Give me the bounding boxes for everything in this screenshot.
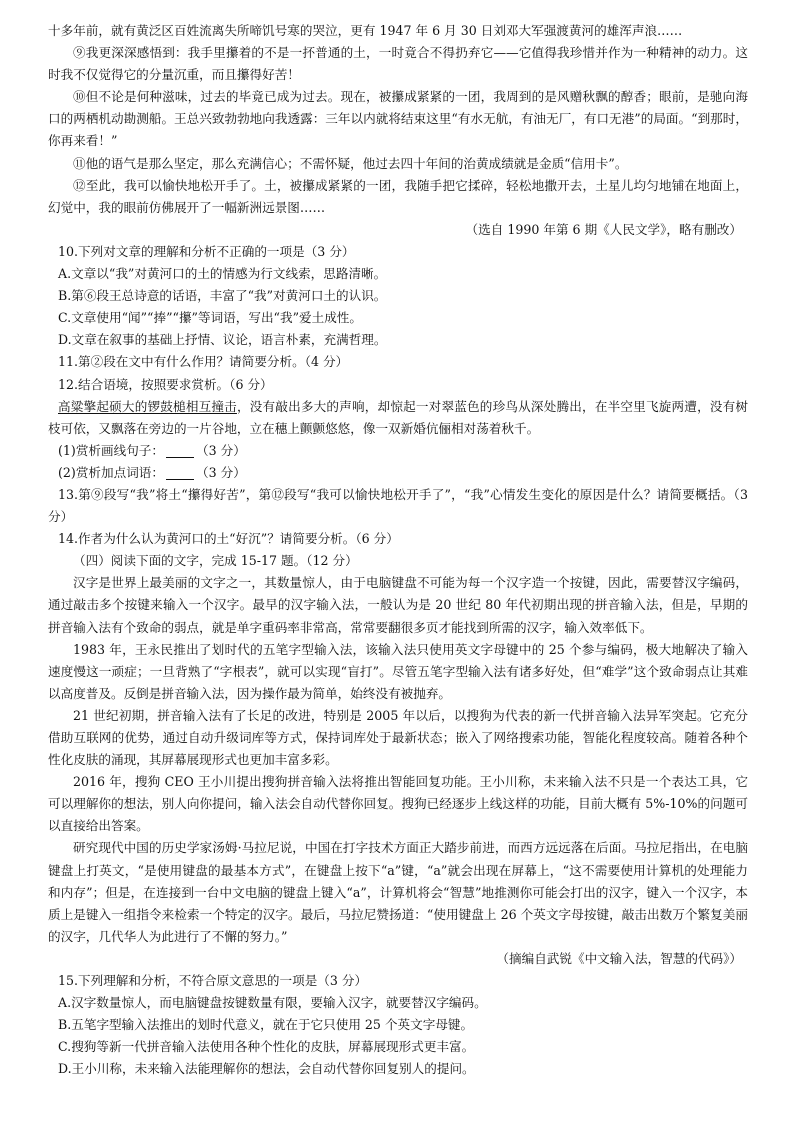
passage-paragraph-12: ⑫至此，我可以愉快地松开手了。土，被攥成紧紧的一团，我随手把它揉碎，轻松地撒开去，土星儿均匀地铺在地面上，幻觉中，我的眼前仿佛展开了一幅新洲远景图…… [48, 177, 748, 215]
question-10-option-a: A.文章以“我”对黄河口的土的情感为行文线索，思路清晰。 [58, 266, 387, 282]
question-15-option-d: D.王小川称，未来输入法能理解你的想法，会自动代替你回复别人的提问。 [58, 1061, 475, 1077]
passage-paragraph-10: ⑩但不论是何种滋味，过去的毕竟已成为过去。现在，被攥成紧紧的一团，我周到的是风赠秋飘的醇香；眼前，是驰向海口的两栖机动勘测船。王总兴致勃勃地向我透露：三年以内就将结束这里“有水无航，有油无厂，有口无港”的局面。“到那时，你再来看！” [48, 89, 748, 149]
underlined-sentence: 高粱擎起硕大的锣鼓槌相互撞击 [58, 398, 237, 414]
answer-blank [166, 443, 194, 458]
passage-paragraph-11: ⑪他的语气是那么坚定，那么充满信心；不需怀疑，他过去四十年间的治黄成绩就是金质“信用卡”。 [73, 155, 628, 171]
question-10: 10.下列对文章的理解和分析不正确的一项是（3 分） [58, 243, 355, 259]
section-4-paragraph-4: 2016 年，搜狗 CEO 王小川提出搜狗拼音输入法将推出智能回复功能。王小川称，未来输入法不只是一个表达工具，它可以理解你的想法，别人向你提问，输入法会自动代替你回复。搜狗已经逐步上线这样的功能，目前大概有 5%-10%的问题可以直接给出答案。 [48, 774, 748, 834]
answer-blank [166, 465, 194, 480]
question-15-option-a: A.汉字数量惊人，而电脑键盘按键数量有限，要输入汉字，就要替汉字编码。 [58, 995, 487, 1011]
question-13: 13.第⑨段写“我”将土“攥得好苦”，第⑫段写“我可以愉快地松开手了”，“我”心情发生变化的原因是什么？请简要概括。（3 分） [48, 486, 748, 525]
section-4-heading: （四）阅读下面的文字，完成 15-17 题。（12 分） [73, 553, 358, 569]
section-4-paragraph-3: 21 世纪初期，拼音输入法有了长足的改进，特别是 2005 年以后，以搜狗为代表的新一代拼音输入法异军突起。它充分借助互联网的优势，通过自动升级词库等方式，保持词库处于最新状态；嵌入了网络搜索功能，智能化程度较高。随着各种个性化皮肤的涌现，其屏幕展现形式也更加丰富多彩。 [48, 707, 748, 768]
passage-paragraph-continued: 十多年前，就有黄泛区百姓流离失所啼饥号寒的哭泣，更有 1947 年 6 月 30 日刘邓大军强渡黄河的雄浑声浪…… [48, 23, 683, 38]
question-12-2-label: (2)赏析加点词语： [58, 464, 164, 480]
question-12: 12.结合语境，按照要求赏析。（6 分） [58, 376, 273, 392]
question-12-2 [48, 462, 748, 484]
exam-page [48, 20, 748, 1081]
passage-source: （选自 1990 年第 6 期《人民文学》，略有删改） [465, 221, 742, 237]
question-12-1-label: (1)赏析画线句子： [58, 442, 164, 458]
question-12-passage-rest: ，没有敲出多大的声响，却惊起一对翠蓝色的珍鸟从深处腾出，在半空里飞旋两遭，没有树枝可依，又飘落在旁边的一片谷地，立在穗上颤颤悠悠，像一双新婚伉俪相对荡着秋千。 [48, 398, 748, 436]
section-4-paragraph-1: 汉字是世界上最美丽的文字之一，其数量惊人，由于电脑键盘不可能为每一个汉字造一个按键，因此，需要替汉字编码，通过敲击多个按键来输入一个汉字。最早的汉字输入法，一般认为是 20 世纪 80 年代初期出现的拼音输入法，但是，早期的拼音输入法有个致命的弱点，就是单字重码率非常高，常常要翻很多页才能找到所需的汉字，输入效率低下。 [48, 575, 748, 635]
question-10-option-b: B.第⑥段王总诗意的话语，丰富了“我”对黄河口土的认识。 [58, 288, 387, 304]
question-10-option-c: C.文章使用“闻”“捧”“攥”等词语，写出“我”爱土成性。 [58, 310, 362, 326]
question-15-option-b: B.五笔字型输入法推出的划时代意义，就在于它只使用 25 个英文字母键。 [58, 1017, 474, 1033]
question-12-1-score: （3 分） [196, 442, 246, 458]
passage-paragraph-9: ⑨我更深深感悟到：我手里攥着的不是一抔普通的土，一时竟合不得扔弃它——它值得我珍惜并作为一种精神的动力。这时我不仅觉得它的分量沉重，而且攥得好苦！ [48, 45, 748, 83]
question-11: 11.第②段在文中有什么作用？请简要分析。（4 分） [58, 354, 349, 370]
section-4-paragraph-2: 1983 年，王永民推出了划时代的五笔字型输入法，该输入法只使用英文字母键中的 25 个参与编码，极大地解决了输入速度慢这一顽症；一旦背熟了“字根表”，就可以实现“盲打”。尽管五笔字型输入法有诸多好处，但“难学”这个致命弱点让其难以高度普及。反倒是拼音输入法，因为操作最为简单，始终没有被抛弃。 [48, 641, 748, 701]
question-15-option-c: C.搜狗等新一代拼音输入法使用各种个性化的皮肤，屏幕展现形式更丰富。 [58, 1039, 475, 1055]
question-12-passage [48, 396, 748, 440]
section-4-paragraph-5: 研究现代中国的历史学家汤姆·马拉尼说，中国在打字技术方面正大踏步前进，而西方远远落在后面。马拉尼指出，在电脑键盘上打英文，“是使用键盘的最基本方式”，在键盘上按下“a”键，“a”就会出现在屏幕上，“这不需要使用计算机的处理能力和内存”；但是，在连接到一台中文电脑的键盘上键入“a”，计算机将会“智慧”地推测你可能会打出的汉字，键入一个汉字，本质上是键入一组指令来检索一个特定的汉字。最后，马拉尼赞扬道：“使用键盘上 26 个英文字母按键，敲击出数万个繁复美丽的汉字，几代华人为此进行了不懈的努力。” [48, 840, 748, 944]
question-10-option-d: D.文章在叙事的基础上抒情、议论，语言朴素，充满哲理。 [58, 332, 387, 348]
question-15: 15.下列理解和分析，不符合原文意思的一项是（3 分） [58, 973, 368, 989]
section-4-source: （摘编自武锐《中文输入法，智慧的代码》） [496, 950, 742, 966]
question-14: 14.作者为什么认为黄河口的土“好沉”？请简要分析。（6 分） [58, 531, 399, 547]
question-12-2-score: （3 分） [196, 464, 246, 480]
question-12-1 [48, 440, 748, 462]
